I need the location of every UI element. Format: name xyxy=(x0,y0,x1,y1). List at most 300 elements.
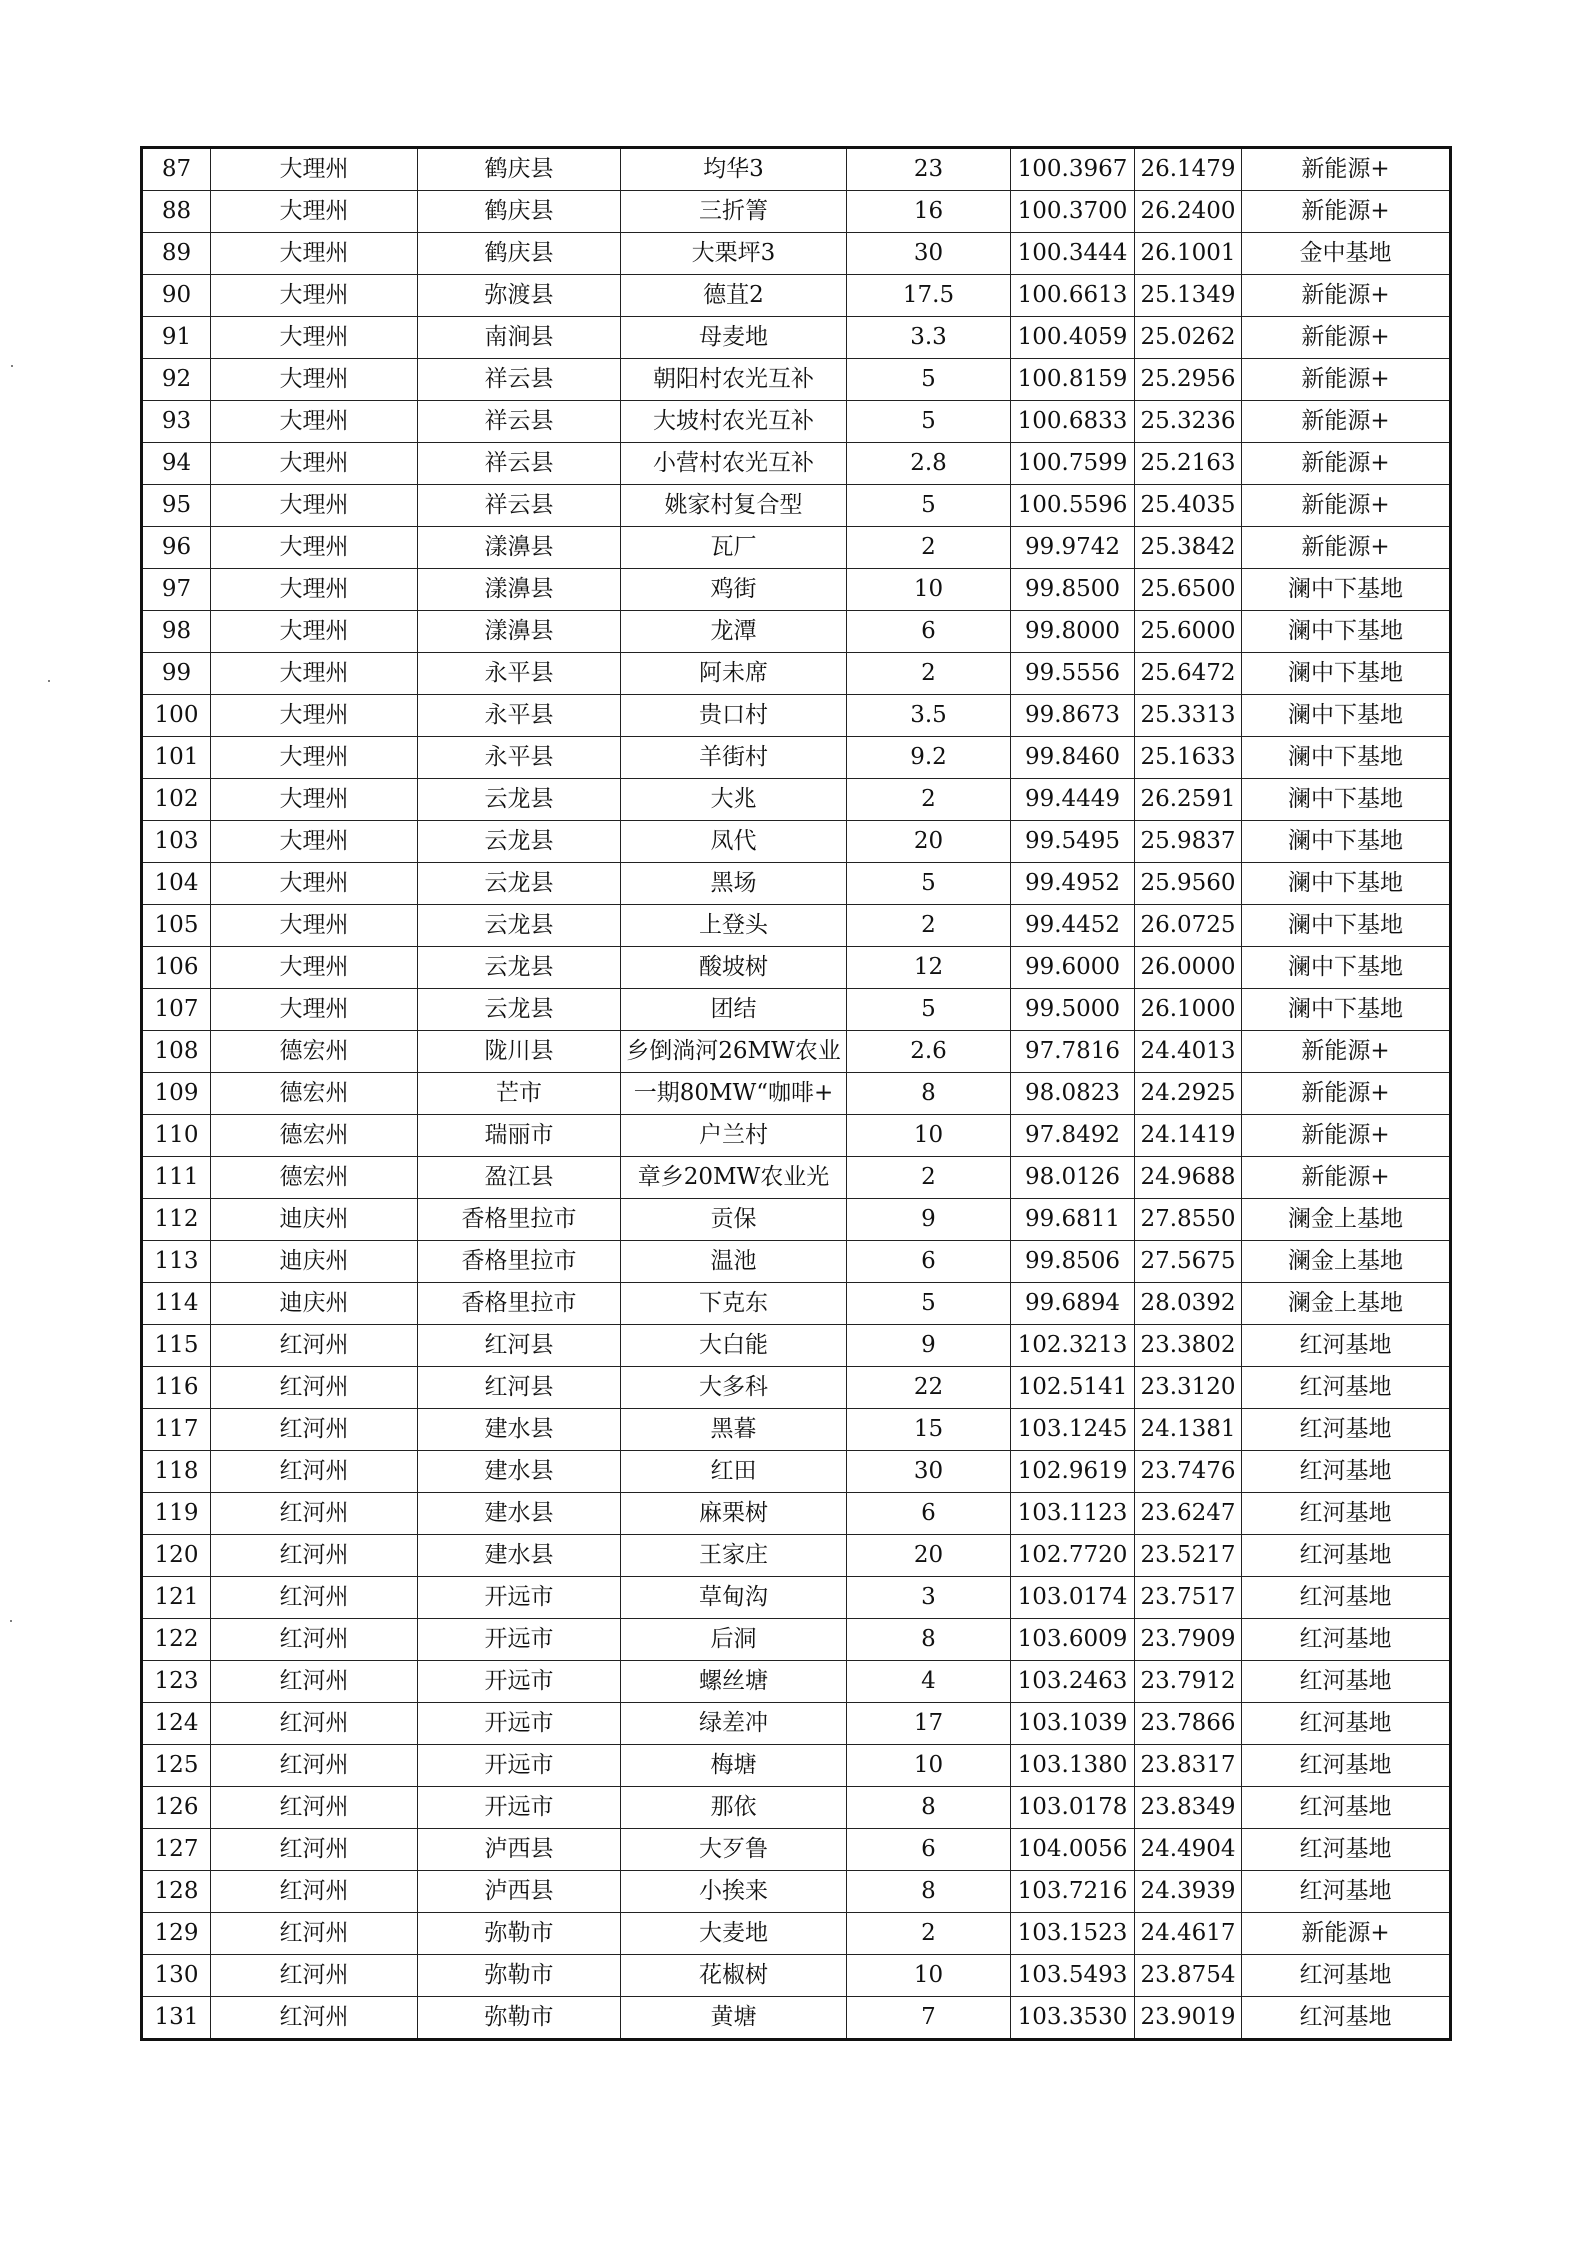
table-row xyxy=(142,1031,1451,1073)
table-row xyxy=(142,1325,1451,1367)
base-category-cell: 澜中下基地 xyxy=(1242,737,1451,779)
county-cell: 鹤庆县 xyxy=(418,191,621,233)
capacity-cell: 4 xyxy=(847,1661,1011,1703)
longitude-cell: 98.0823 xyxy=(1011,1073,1135,1115)
latitude-cell: 23.9019 xyxy=(1135,1997,1242,2040)
row-number-cell: 93 xyxy=(142,401,211,443)
longitude-cell: 99.5000 xyxy=(1011,989,1135,1031)
base-category-cell: 红河基地 xyxy=(1242,1829,1451,1871)
row-number-cell: 120 xyxy=(142,1535,211,1577)
base-category-cell: 红河基地 xyxy=(1242,1703,1451,1745)
prefecture-cell: 红河州 xyxy=(211,1745,418,1787)
prefecture-cell: 红河州 xyxy=(211,1997,418,2040)
project-name-cell: 瓦厂 xyxy=(621,527,847,569)
row-number-cell: 105 xyxy=(142,905,211,947)
county-cell: 盈江县 xyxy=(418,1157,621,1199)
longitude-cell: 103.7216 xyxy=(1011,1871,1135,1913)
longitude-cell: 103.1123 xyxy=(1011,1493,1135,1535)
table-row xyxy=(142,1703,1451,1745)
capacity-cell: 5 xyxy=(847,401,1011,443)
project-name-cell: 鸡街 xyxy=(621,569,847,611)
county-cell: 泸西县 xyxy=(418,1829,621,1871)
row-number-cell: 128 xyxy=(142,1871,211,1913)
prefecture-cell: 红河州 xyxy=(211,1703,418,1745)
row-number-cell: 100 xyxy=(142,695,211,737)
row-number-cell: 124 xyxy=(142,1703,211,1745)
longitude-cell: 99.4952 xyxy=(1011,863,1135,905)
project-name-cell: 大麦地 xyxy=(621,1913,847,1955)
longitude-cell: 99.6811 xyxy=(1011,1199,1135,1241)
latitude-cell: 25.6500 xyxy=(1135,569,1242,611)
table-row xyxy=(142,317,1451,359)
table-row xyxy=(142,947,1451,989)
project-name-cell: 温池 xyxy=(621,1241,847,1283)
county-cell: 建水县 xyxy=(418,1451,621,1493)
row-number-cell: 104 xyxy=(142,863,211,905)
table-row xyxy=(142,1493,1451,1535)
row-number-cell: 110 xyxy=(142,1115,211,1157)
base-category-cell: 新能源+ xyxy=(1242,401,1451,443)
project-name-cell: 章乡20MW农业光 xyxy=(621,1157,847,1199)
latitude-cell: 26.0725 xyxy=(1135,905,1242,947)
row-number-cell: 97 xyxy=(142,569,211,611)
latitude-cell: 25.3236 xyxy=(1135,401,1242,443)
project-name-cell: 大多科 xyxy=(621,1367,847,1409)
latitude-cell: 28.0392 xyxy=(1135,1283,1242,1325)
prefecture-cell: 大理州 xyxy=(211,443,418,485)
prefecture-cell: 大理州 xyxy=(211,737,418,779)
capacity-cell: 5 xyxy=(847,863,1011,905)
project-name-cell: 花椒树 xyxy=(621,1955,847,1997)
county-cell: 漾濞县 xyxy=(418,527,621,569)
base-category-cell: 澜中下基地 xyxy=(1242,863,1451,905)
base-category-cell: 红河基地 xyxy=(1242,1997,1451,2040)
longitude-cell: 103.2463 xyxy=(1011,1661,1135,1703)
base-category-cell: 红河基地 xyxy=(1242,1955,1451,1997)
project-name-cell: 母麦地 xyxy=(621,317,847,359)
county-cell: 漾濞县 xyxy=(418,569,621,611)
row-number-cell: 88 xyxy=(142,191,211,233)
table-row xyxy=(142,1619,1451,1661)
county-cell: 永平县 xyxy=(418,695,621,737)
prefecture-cell: 大理州 xyxy=(211,527,418,569)
latitude-cell: 23.8349 xyxy=(1135,1787,1242,1829)
latitude-cell: 23.8754 xyxy=(1135,1955,1242,1997)
capacity-cell: 15 xyxy=(847,1409,1011,1451)
prefecture-cell: 大理州 xyxy=(211,569,418,611)
capacity-cell: 6 xyxy=(847,1241,1011,1283)
latitude-cell: 25.1349 xyxy=(1135,275,1242,317)
scan-speck xyxy=(11,365,13,367)
row-number-cell: 126 xyxy=(142,1787,211,1829)
row-number-cell: 87 xyxy=(142,148,211,191)
latitude-cell: 23.3802 xyxy=(1135,1325,1242,1367)
prefecture-cell: 大理州 xyxy=(211,401,418,443)
base-category-cell: 新能源+ xyxy=(1242,1073,1451,1115)
row-number-cell: 94 xyxy=(142,443,211,485)
row-number-cell: 111 xyxy=(142,1157,211,1199)
longitude-cell: 100.3700 xyxy=(1011,191,1135,233)
capacity-cell: 8 xyxy=(847,1073,1011,1115)
latitude-cell: 23.5217 xyxy=(1135,1535,1242,1577)
table-row xyxy=(142,401,1451,443)
latitude-cell: 25.2956 xyxy=(1135,359,1242,401)
longitude-cell: 99.8673 xyxy=(1011,695,1135,737)
latitude-cell: 26.1479 xyxy=(1135,148,1242,191)
capacity-cell: 6 xyxy=(847,1493,1011,1535)
latitude-cell: 26.0000 xyxy=(1135,947,1242,989)
longitude-cell: 99.6894 xyxy=(1011,1283,1135,1325)
project-name-cell: 大兆 xyxy=(621,779,847,821)
project-name-cell: 贵口村 xyxy=(621,695,847,737)
base-category-cell: 红河基地 xyxy=(1242,1745,1451,1787)
prefecture-cell: 大理州 xyxy=(211,148,418,191)
row-number-cell: 122 xyxy=(142,1619,211,1661)
table-row xyxy=(142,989,1451,1031)
prefecture-cell: 大理州 xyxy=(211,989,418,1031)
table-row xyxy=(142,148,1451,191)
project-name-cell: 螺丝塘 xyxy=(621,1661,847,1703)
prefecture-cell: 红河州 xyxy=(211,1409,418,1451)
county-cell: 云龙县 xyxy=(418,863,621,905)
row-number-cell: 95 xyxy=(142,485,211,527)
county-cell: 弥勒市 xyxy=(418,1997,621,2040)
longitude-cell: 99.8000 xyxy=(1011,611,1135,653)
prefecture-cell: 迪庆州 xyxy=(211,1199,418,1241)
prefecture-cell: 德宏州 xyxy=(211,1031,418,1073)
latitude-cell: 23.7909 xyxy=(1135,1619,1242,1661)
project-name-cell: 小营村农光互补 xyxy=(621,443,847,485)
project-name-cell: 黄塘 xyxy=(621,1997,847,2040)
table-row xyxy=(142,1073,1451,1115)
prefecture-cell: 德宏州 xyxy=(211,1157,418,1199)
latitude-cell: 24.4617 xyxy=(1135,1913,1242,1955)
prefecture-cell: 红河州 xyxy=(211,1955,418,1997)
latitude-cell: 26.2400 xyxy=(1135,191,1242,233)
capacity-cell: 7 xyxy=(847,1997,1011,2040)
capacity-cell: 30 xyxy=(847,1451,1011,1493)
longitude-cell: 99.8506 xyxy=(1011,1241,1135,1283)
county-cell: 香格里拉市 xyxy=(418,1283,621,1325)
capacity-cell: 5 xyxy=(847,1283,1011,1325)
table-row xyxy=(142,905,1451,947)
latitude-cell: 24.3939 xyxy=(1135,1871,1242,1913)
capacity-cell: 6 xyxy=(847,1829,1011,1871)
base-category-cell: 澜金上基地 xyxy=(1242,1283,1451,1325)
longitude-cell: 99.4452 xyxy=(1011,905,1135,947)
longitude-cell: 103.5493 xyxy=(1011,1955,1135,1997)
table-row xyxy=(142,779,1451,821)
prefecture-cell: 红河州 xyxy=(211,1787,418,1829)
table-row xyxy=(142,1283,1451,1325)
capacity-cell: 30 xyxy=(847,233,1011,275)
prefecture-cell: 大理州 xyxy=(211,947,418,989)
county-cell: 云龙县 xyxy=(418,905,621,947)
latitude-cell: 26.1001 xyxy=(1135,233,1242,275)
longitude-cell: 100.5596 xyxy=(1011,485,1135,527)
capacity-cell: 8 xyxy=(847,1871,1011,1913)
latitude-cell: 25.2163 xyxy=(1135,443,1242,485)
county-cell: 芒市 xyxy=(418,1073,621,1115)
capacity-cell: 2 xyxy=(847,779,1011,821)
longitude-cell: 103.1039 xyxy=(1011,1703,1135,1745)
row-number-cell: 115 xyxy=(142,1325,211,1367)
project-name-cell: 大坡村农光互补 xyxy=(621,401,847,443)
county-cell: 祥云县 xyxy=(418,485,621,527)
longitude-cell: 103.1523 xyxy=(1011,1913,1135,1955)
county-cell: 开远市 xyxy=(418,1745,621,1787)
capacity-cell: 9 xyxy=(847,1325,1011,1367)
county-cell: 泸西县 xyxy=(418,1871,621,1913)
base-category-cell: 红河基地 xyxy=(1242,1619,1451,1661)
prefecture-cell: 大理州 xyxy=(211,779,418,821)
prefecture-cell: 大理州 xyxy=(211,275,418,317)
county-cell: 开远市 xyxy=(418,1787,621,1829)
county-cell: 漾濞县 xyxy=(418,611,621,653)
latitude-cell: 24.9688 xyxy=(1135,1157,1242,1199)
base-category-cell: 红河基地 xyxy=(1242,1871,1451,1913)
county-cell: 永平县 xyxy=(418,653,621,695)
latitude-cell: 25.9837 xyxy=(1135,821,1242,863)
capacity-cell: 6 xyxy=(847,611,1011,653)
county-cell: 云龙县 xyxy=(418,989,621,1031)
row-number-cell: 108 xyxy=(142,1031,211,1073)
row-number-cell: 131 xyxy=(142,1997,211,2040)
table-row xyxy=(142,611,1451,653)
project-name-cell: 上登头 xyxy=(621,905,847,947)
longitude-cell: 100.6833 xyxy=(1011,401,1135,443)
project-name-cell: 羊街村 xyxy=(621,737,847,779)
project-name-cell: 那依 xyxy=(621,1787,847,1829)
capacity-cell: 9 xyxy=(847,1199,1011,1241)
latitude-cell: 24.2925 xyxy=(1135,1073,1242,1115)
prefecture-cell: 红河州 xyxy=(211,1367,418,1409)
row-number-cell: 90 xyxy=(142,275,211,317)
prefecture-cell: 大理州 xyxy=(211,359,418,401)
table-row xyxy=(142,1367,1451,1409)
scan-speck xyxy=(10,1620,12,1622)
table-row xyxy=(142,737,1451,779)
prefecture-cell: 红河州 xyxy=(211,1871,418,1913)
prefecture-cell: 红河州 xyxy=(211,1535,418,1577)
project-name-cell: 阿未席 xyxy=(621,653,847,695)
project-name-cell: 德苴2 xyxy=(621,275,847,317)
longitude-cell: 100.8159 xyxy=(1011,359,1135,401)
county-cell: 建水县 xyxy=(418,1493,621,1535)
base-category-cell: 澜中下基地 xyxy=(1242,905,1451,947)
base-category-cell: 澜金上基地 xyxy=(1242,1199,1451,1241)
capacity-cell: 17 xyxy=(847,1703,1011,1745)
longitude-cell: 99.5556 xyxy=(1011,653,1135,695)
table-row xyxy=(142,275,1451,317)
project-name-cell: 后洞 xyxy=(621,1619,847,1661)
table-row xyxy=(142,1997,1451,2040)
project-name-cell: 小挨来 xyxy=(621,1871,847,1913)
longitude-cell: 99.9742 xyxy=(1011,527,1135,569)
county-cell: 云龙县 xyxy=(418,821,621,863)
capacity-cell: 10 xyxy=(847,1115,1011,1157)
project-name-cell: 下克东 xyxy=(621,1283,847,1325)
base-category-cell: 金中基地 xyxy=(1242,233,1451,275)
county-cell: 祥云县 xyxy=(418,359,621,401)
row-number-cell: 118 xyxy=(142,1451,211,1493)
county-cell: 永平县 xyxy=(418,737,621,779)
base-category-cell: 新能源+ xyxy=(1242,1913,1451,1955)
project-name-cell: 大白能 xyxy=(621,1325,847,1367)
row-number-cell: 114 xyxy=(142,1283,211,1325)
table-row xyxy=(142,1157,1451,1199)
row-number-cell: 116 xyxy=(142,1367,211,1409)
capacity-cell: 20 xyxy=(847,1535,1011,1577)
latitude-cell: 23.8317 xyxy=(1135,1745,1242,1787)
base-category-cell: 澜中下基地 xyxy=(1242,821,1451,863)
longitude-cell: 97.8492 xyxy=(1011,1115,1135,1157)
county-cell: 建水县 xyxy=(418,1535,621,1577)
prefecture-cell: 迪庆州 xyxy=(211,1283,418,1325)
longitude-cell: 100.4059 xyxy=(1011,317,1135,359)
county-cell: 香格里拉市 xyxy=(418,1199,621,1241)
row-number-cell: 92 xyxy=(142,359,211,401)
row-number-cell: 106 xyxy=(142,947,211,989)
county-cell: 开远市 xyxy=(418,1703,621,1745)
base-category-cell: 新能源+ xyxy=(1242,1115,1451,1157)
table-row xyxy=(142,1451,1451,1493)
base-category-cell: 澜中下基地 xyxy=(1242,569,1451,611)
project-name-cell: 草甸沟 xyxy=(621,1577,847,1619)
county-cell: 开远市 xyxy=(418,1661,621,1703)
prefecture-cell: 大理州 xyxy=(211,695,418,737)
table-row xyxy=(142,1829,1451,1871)
prefecture-cell: 大理州 xyxy=(211,821,418,863)
project-name-cell: 红田 xyxy=(621,1451,847,1493)
project-name-cell: 麻栗树 xyxy=(621,1493,847,1535)
table-row xyxy=(142,527,1451,569)
base-category-cell: 红河基地 xyxy=(1242,1577,1451,1619)
base-category-cell: 新能源+ xyxy=(1242,191,1451,233)
row-number-cell: 127 xyxy=(142,1829,211,1871)
county-cell: 瑞丽市 xyxy=(418,1115,621,1157)
county-cell: 弥勒市 xyxy=(418,1913,621,1955)
longitude-cell: 100.6613 xyxy=(1011,275,1135,317)
table-row xyxy=(142,1115,1451,1157)
table-row xyxy=(142,1955,1451,1997)
latitude-cell: 23.6247 xyxy=(1135,1493,1242,1535)
longitude-cell: 102.3213 xyxy=(1011,1325,1135,1367)
table-row xyxy=(142,1409,1451,1451)
base-category-cell: 新能源+ xyxy=(1242,359,1451,401)
capacity-cell: 23 xyxy=(847,148,1011,191)
base-category-cell: 新能源+ xyxy=(1242,527,1451,569)
scan-speck xyxy=(48,680,50,682)
base-category-cell: 红河基地 xyxy=(1242,1661,1451,1703)
base-category-cell: 新能源+ xyxy=(1242,317,1451,359)
latitude-cell: 25.6000 xyxy=(1135,611,1242,653)
county-cell: 鹤庆县 xyxy=(418,233,621,275)
table-row xyxy=(142,191,1451,233)
capacity-cell: 3 xyxy=(847,1577,1011,1619)
row-number-cell: 130 xyxy=(142,1955,211,1997)
prefecture-cell: 红河州 xyxy=(211,1661,418,1703)
county-cell: 鹤庆县 xyxy=(418,148,621,191)
base-category-cell: 红河基地 xyxy=(1242,1787,1451,1829)
table-row xyxy=(142,1913,1451,1955)
capacity-cell: 17.5 xyxy=(847,275,1011,317)
prefecture-cell: 迪庆州 xyxy=(211,1241,418,1283)
project-name-cell: 一期80MW“咖啡+ xyxy=(621,1073,847,1115)
base-category-cell: 新能源+ xyxy=(1242,148,1451,191)
row-number-cell: 119 xyxy=(142,1493,211,1535)
base-category-cell: 新能源+ xyxy=(1242,275,1451,317)
latitude-cell: 25.0262 xyxy=(1135,317,1242,359)
row-number-cell: 98 xyxy=(142,611,211,653)
prefecture-cell: 红河州 xyxy=(211,1913,418,1955)
project-name-cell: 姚家村复合型 xyxy=(621,485,847,527)
row-number-cell: 102 xyxy=(142,779,211,821)
table-row xyxy=(142,1787,1451,1829)
prefecture-cell: 大理州 xyxy=(211,485,418,527)
table-row xyxy=(142,863,1451,905)
latitude-cell: 25.1633 xyxy=(1135,737,1242,779)
row-number-cell: 96 xyxy=(142,527,211,569)
latitude-cell: 25.3313 xyxy=(1135,695,1242,737)
county-cell: 云龙县 xyxy=(418,779,621,821)
base-category-cell: 红河基地 xyxy=(1242,1367,1451,1409)
capacity-cell: 10 xyxy=(847,1955,1011,1997)
capacity-cell: 5 xyxy=(847,485,1011,527)
capacity-cell: 3.3 xyxy=(847,317,1011,359)
prefecture-cell: 红河州 xyxy=(211,1577,418,1619)
project-name-cell: 大栗坪3 xyxy=(621,233,847,275)
county-cell: 南涧县 xyxy=(418,317,621,359)
row-number-cell: 121 xyxy=(142,1577,211,1619)
project-name-cell: 黑暮 xyxy=(621,1409,847,1451)
base-category-cell: 新能源+ xyxy=(1242,485,1451,527)
longitude-cell: 103.0174 xyxy=(1011,1577,1135,1619)
capacity-cell: 5 xyxy=(847,359,1011,401)
row-number-cell: 112 xyxy=(142,1199,211,1241)
project-name-cell: 团结 xyxy=(621,989,847,1031)
row-number-cell: 99 xyxy=(142,653,211,695)
capacity-cell: 8 xyxy=(847,1787,1011,1829)
project-name-cell: 贡保 xyxy=(621,1199,847,1241)
county-cell: 弥渡县 xyxy=(418,275,621,317)
row-number-cell: 117 xyxy=(142,1409,211,1451)
row-number-cell: 113 xyxy=(142,1241,211,1283)
longitude-cell: 103.3530 xyxy=(1011,1997,1135,2040)
county-cell: 开远市 xyxy=(418,1619,621,1661)
table-row xyxy=(142,485,1451,527)
latitude-cell: 24.1381 xyxy=(1135,1409,1242,1451)
capacity-cell: 2 xyxy=(847,1157,1011,1199)
row-number-cell: 101 xyxy=(142,737,211,779)
row-number-cell: 109 xyxy=(142,1073,211,1115)
capacity-cell: 2 xyxy=(847,905,1011,947)
latitude-cell: 23.7476 xyxy=(1135,1451,1242,1493)
table-row xyxy=(142,569,1451,611)
prefecture-cell: 大理州 xyxy=(211,863,418,905)
capacity-cell: 2 xyxy=(847,527,1011,569)
latitude-cell: 23.7517 xyxy=(1135,1577,1242,1619)
county-cell: 建水县 xyxy=(418,1409,621,1451)
row-number-cell: 123 xyxy=(142,1661,211,1703)
county-cell: 陇川县 xyxy=(418,1031,621,1073)
longitude-cell: 100.3444 xyxy=(1011,233,1135,275)
county-cell: 祥云县 xyxy=(418,401,621,443)
base-category-cell: 澜中下基地 xyxy=(1242,947,1451,989)
base-category-cell: 澜中下基地 xyxy=(1242,695,1451,737)
project-name-cell: 龙潭 xyxy=(621,611,847,653)
longitude-cell: 99.5495 xyxy=(1011,821,1135,863)
